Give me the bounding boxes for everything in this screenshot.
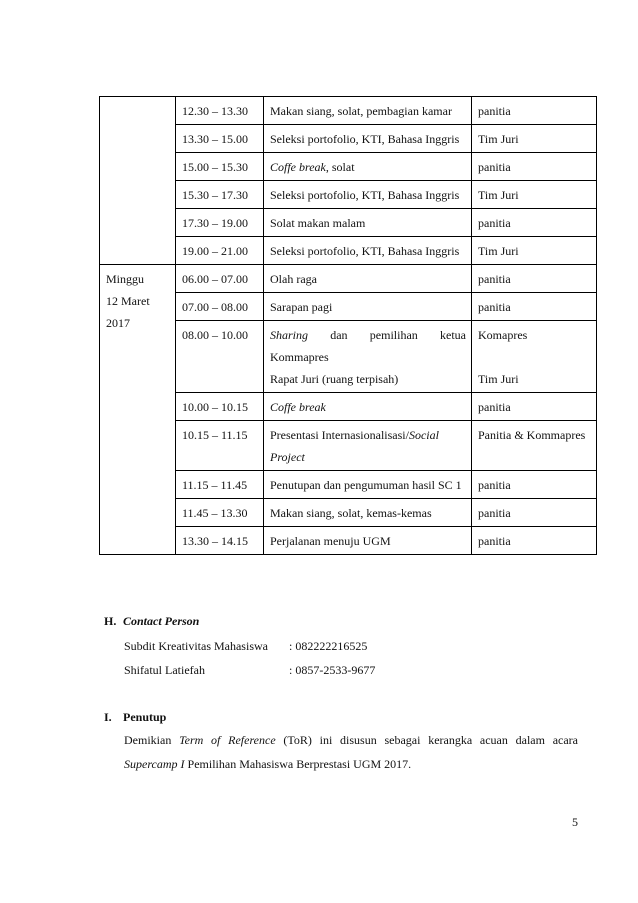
time-cell: 13.30 – 15.00: [176, 125, 264, 153]
activity-cell: Makan siang, solat, kemas-kemas: [264, 499, 472, 527]
sharing-word: Sharing: [270, 328, 309, 342]
time-cell: 11.15 – 11.45: [176, 471, 264, 499]
sharing-line: [270, 324, 466, 346]
closing-paragraph: [124, 728, 578, 776]
schedule-table: [99, 96, 597, 555]
time-cell: 07.00 – 08.00: [176, 293, 264, 321]
closing-text: Pemilihan Mahasiswa Berprestasi UGM 2017.: [184, 757, 412, 771]
pic-cell: Panitia & Kommapres: [472, 421, 597, 471]
table-row: [100, 97, 597, 125]
activity-cell: [264, 153, 472, 181]
day-date: 12 Maret: [106, 294, 150, 308]
activity-cell: [264, 393, 472, 421]
contact-phone: : 0857-2533-9677: [289, 663, 376, 677]
time-cell: 19.00 – 21.00: [176, 237, 264, 265]
time-cell: 17.30 – 19.00: [176, 209, 264, 237]
contact-name: Shifatul Latiefah: [124, 663, 205, 677]
activity-pre: Presentasi Internasionalisasi/: [270, 428, 409, 442]
activity-cell: Seleksi portofolio, KTI, Bahasa Inggris: [264, 181, 472, 209]
activity-italic: Coffe break: [270, 160, 326, 174]
pic-cell: panitia: [472, 393, 597, 421]
activity-cell: Seleksi portofolio, KTI, Bahasa Inggris: [264, 237, 472, 265]
pic-cell: Tim Juri: [472, 125, 597, 153]
day-year: 2017: [106, 316, 130, 330]
day-cell: [100, 265, 176, 555]
activity-cell: Solat makan malam: [264, 209, 472, 237]
page-number: 5: [572, 815, 578, 829]
sharing-word: dan: [330, 328, 348, 342]
contact-row: [124, 639, 367, 654]
activity-cell: Seleksi portofolio, KTI, Bahasa Inggris: [264, 125, 472, 153]
closing-text: (ToR) ini disusun sebagai kerangka acuan dalam acara: [275, 733, 578, 747]
section-title: Contact Person: [123, 614, 200, 628]
contact-row: [124, 663, 375, 678]
time-cell: 08.00 – 10.00: [176, 321, 264, 393]
pic-cell: panitia: [472, 527, 597, 555]
activity-italic: Coffe break: [270, 400, 326, 414]
time-cell: 15.00 – 15.30: [176, 153, 264, 181]
section-number: I.: [104, 710, 112, 724]
closing-heading: [104, 710, 166, 725]
activity-cell: Penutupan dan pengumuman hasil SC 1: [264, 471, 472, 499]
day-cell-empty: [100, 97, 176, 265]
section-title: Penutup: [123, 710, 167, 724]
activity-italic: Social Project: [270, 428, 439, 464]
pic-cell: panitia: [472, 209, 597, 237]
activity-cell: Perjalanan menuju UGM: [264, 527, 472, 555]
time-cell: 11.45 – 13.30: [176, 499, 264, 527]
activity-cell: Makan siang, solat, pembagian kamar: [264, 97, 472, 125]
sharing-word: ketua: [440, 328, 466, 342]
pic-cell: Tim Juri: [472, 237, 597, 265]
closing-text: Demikian: [124, 733, 180, 747]
pic-komapres: Komapres: [478, 328, 528, 342]
time-cell: 06.00 – 07.00: [176, 265, 264, 293]
activity-cell: [264, 421, 472, 471]
closing-italic: Supercamp I: [124, 757, 185, 771]
time-cell: 15.30 – 17.30: [176, 181, 264, 209]
activity-rest: , solat: [325, 160, 355, 174]
pic-cell: [472, 321, 597, 393]
activity-cell: Olah raga: [264, 265, 472, 293]
pic-cell: panitia: [472, 265, 597, 293]
sharing-word: pemilihan: [369, 328, 418, 342]
time-cell: 10.00 – 10.15: [176, 393, 264, 421]
closing-italic: Term of Reference: [179, 733, 276, 747]
sharing-line-2: Kommapres: [270, 350, 329, 364]
pic-cell: panitia: [472, 153, 597, 181]
pic-tim-juri: Tim Juri: [478, 372, 519, 386]
time-cell: 13.30 – 14.15: [176, 527, 264, 555]
pic-cell: panitia: [472, 471, 597, 499]
section-number: H.: [104, 614, 117, 628]
activity-cell: [264, 321, 472, 393]
contact-heading: [104, 614, 199, 629]
time-cell: 12.30 – 13.30: [176, 97, 264, 125]
pic-spacer: [478, 346, 591, 368]
contact-phone: : 082222216525: [289, 639, 368, 653]
activity-cell: Sarapan pagi: [264, 293, 472, 321]
rapat-juri: Rapat Juri (ruang terpisah): [270, 372, 399, 386]
contact-name: Subdit Kreativitas Mahasiswa: [124, 639, 268, 653]
time-cell: 10.15 – 11.15: [176, 421, 264, 471]
pic-cell: panitia: [472, 499, 597, 527]
pic-cell: panitia: [472, 97, 597, 125]
pic-cell: panitia: [472, 293, 597, 321]
table-row: [100, 265, 597, 293]
day-name: Minggu: [106, 272, 145, 286]
pic-cell: Tim Juri: [472, 181, 597, 209]
